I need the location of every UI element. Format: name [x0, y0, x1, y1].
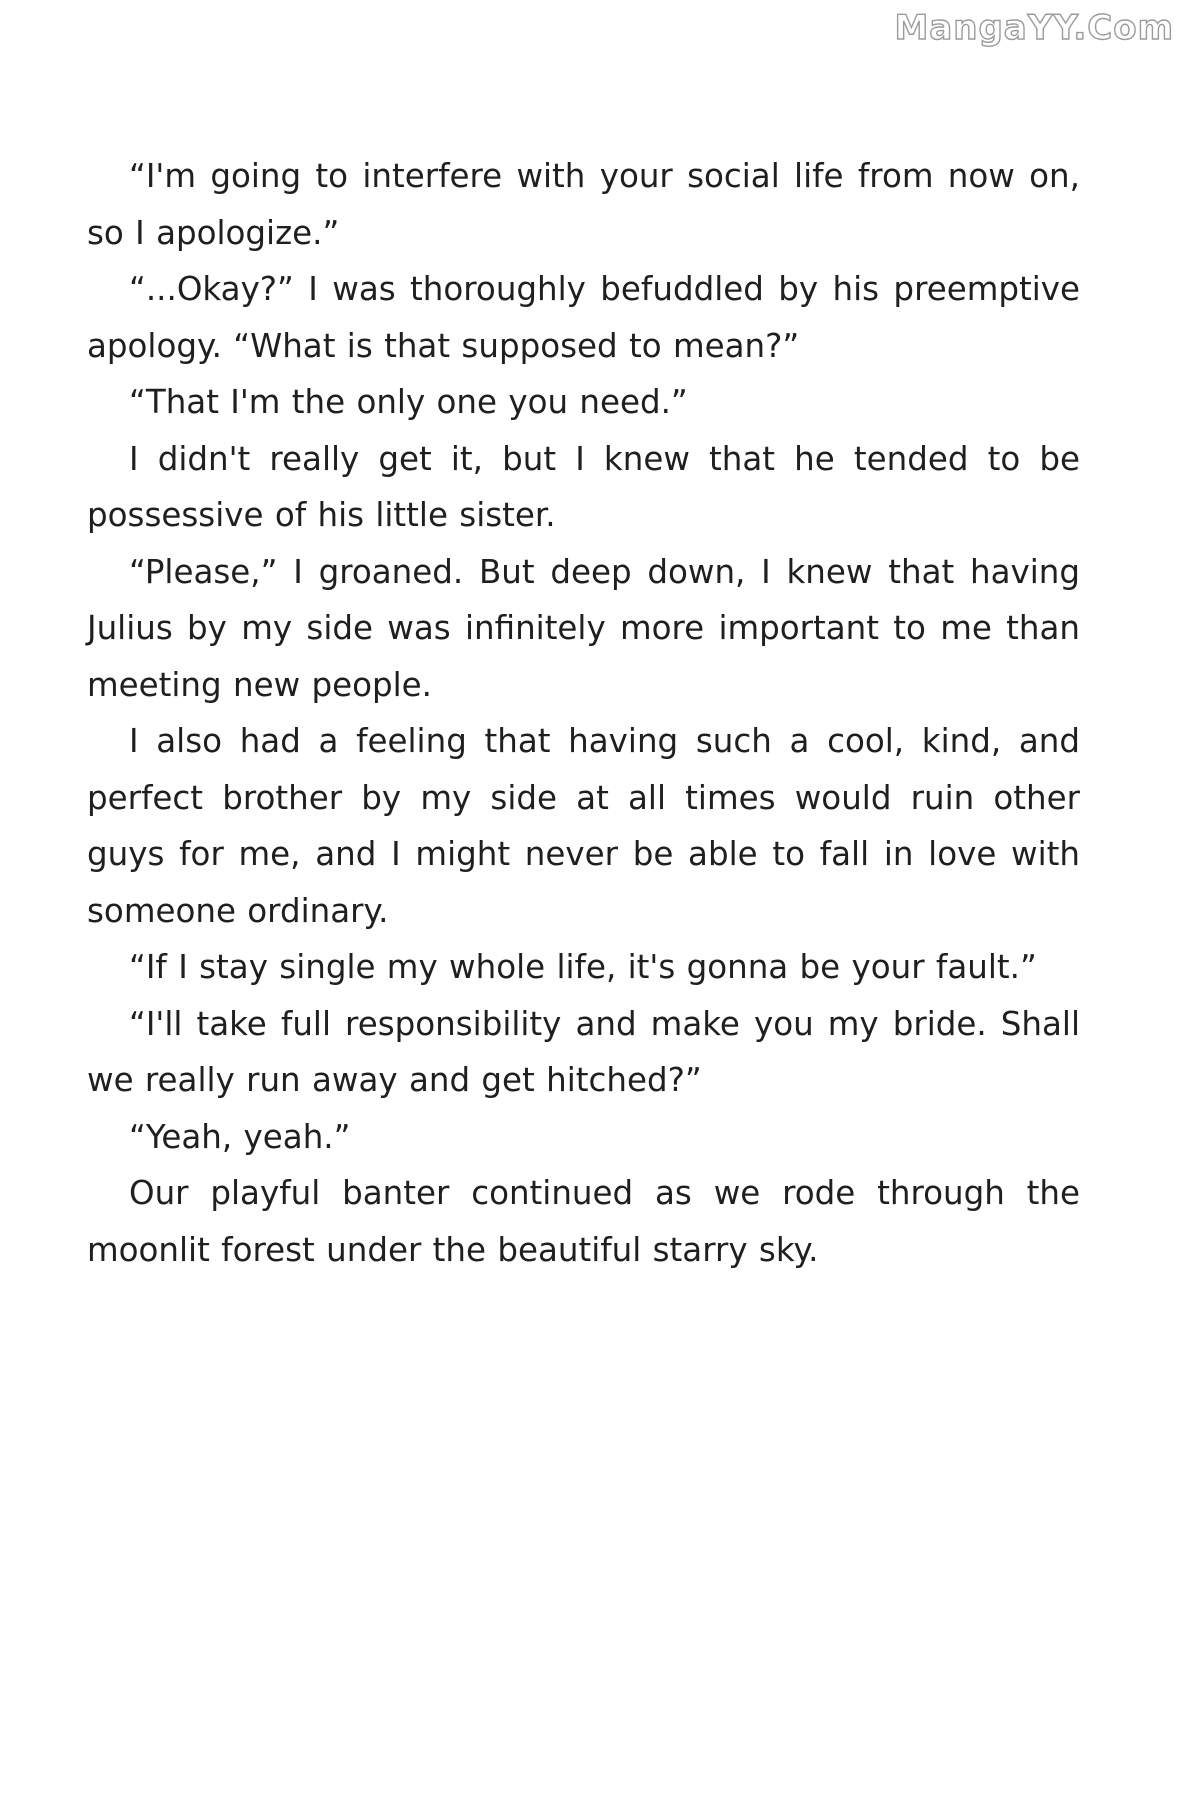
watermark-logo: MangaYY.Com [894, 8, 1174, 48]
paragraph-6: I also had a feeling that having such a cool, kind, and perfect brother by my side at all times would ruin other guys for me, and I might never be able to fall in love with someone ordinary. [87, 722, 1080, 930]
paragraph-1: “I'm going to interfere with your social life from now on, so I apologize.” [87, 157, 1080, 252]
paragraph-5: “Please,” I groaned. But deep down, I knew that having Julius by my side was infinitely more important to me than meeting new people. [87, 552, 1080, 704]
paragraph-7: “If I stay single my whole life, it's gonna be your fault.” [129, 948, 1037, 986]
paragraph-10: Our playful banter continued as we rode through the moonlit forest under the beautiful starry sky. [87, 1174, 1080, 1269]
paragraph-3: “That I'm the only one you need.” [129, 383, 688, 421]
paragraph-9: “Yeah, yeah.” [129, 1117, 351, 1156]
paragraph-4: I didn't really get it, but I knew that he tended to be possessive of his little sister. [87, 439, 1080, 534]
novel-text-body [87, 148, 1080, 1278]
paragraph-8: “I'll take full responsibility and make you my bride. Shall we really run away and get hitched?” [87, 1004, 1080, 1099]
paragraph-2: “...Okay?” I was thoroughly befuddled by his preemptive apology. “What is that supposed to mean?” [87, 270, 1080, 365]
